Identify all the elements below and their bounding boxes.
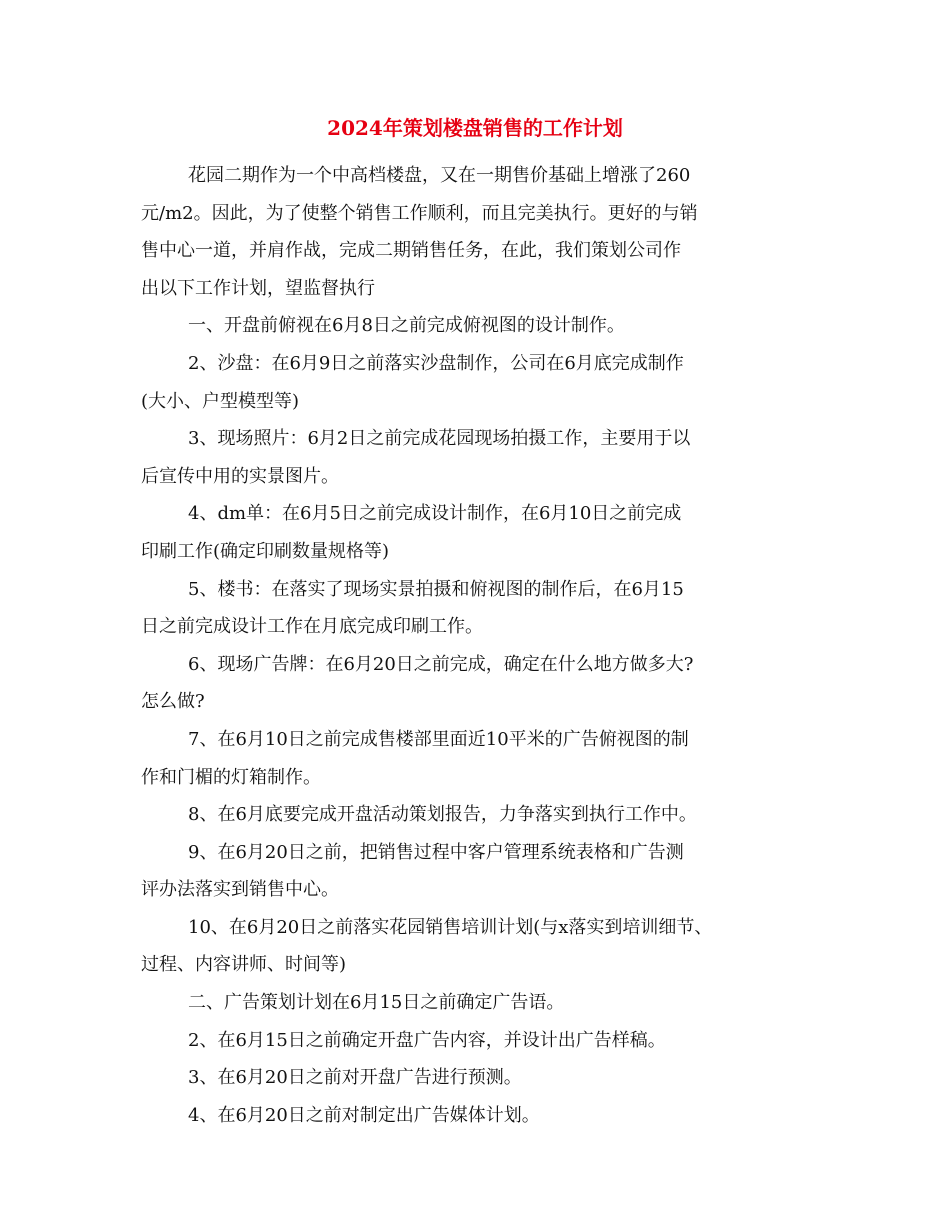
paragraph-line: 出以下工作计划，望监督执行	[141, 277, 375, 299]
paragraph-line: 作和门楣的灯箱制作。	[141, 766, 321, 788]
paragraph-line: 花园二期作为一个中高档楼盘，又在一期售价基础上增涨了260	[188, 165, 691, 186]
paragraph-line: 一、开盘前俯视在6月8日之前完成俯视图的设计制作。	[188, 315, 625, 337]
paragraph-line: 7、在6月10日之前完成售楼部里面近10平米的广告俯视图的制	[188, 728, 689, 750]
paragraph-line: 过程、内容讲师、时间等)	[141, 954, 347, 976]
paragraph-line: 日之前完成设计工作在月底完成印刷工作。	[141, 616, 483, 638]
paragraph-line: 怎么做?	[141, 691, 205, 713]
paragraph-line: 2、在6月15日之前确定开盘广告内容，并设计出广告样稿。	[188, 1029, 666, 1051]
paragraph-line: 5、楼书：在落实了现场实景拍摄和俯视图的制作后，在6月15	[188, 578, 684, 600]
paragraph-line: 售中心一道，并肩作战，完成二期销售任务，在此，我们策划公司作	[141, 240, 681, 262]
paragraph-line: 3、在6月20日之前对开盘广告进行预测。	[188, 1067, 522, 1089]
paragraph-line: (大小、户型模型等)	[141, 390, 300, 412]
paragraph-line: 2、沙盘：在6月9日之前落实沙盘制作，公司在6月底完成制作	[188, 352, 684, 374]
paragraph-line: 10、在6月20日之前落实花园销售培训计划(与x落实到培训细节、	[188, 916, 713, 938]
paragraph-line: 4、在6月20日之前对制定出广告媒体计划。	[188, 1104, 540, 1126]
paragraph-line: 6、现场广告牌：在6月20日之前完成，确定在什么地方做多大?	[188, 653, 694, 675]
document-body	[141, 157, 809, 1134]
paragraph-line: 元/m2。因此，为了使整个销售工作顺利，而且完美执行。更好的与销	[141, 202, 698, 224]
paragraph-line: 3、现场照片：6月2日之前完成花园现场拍摄工作，主要用于以	[188, 428, 691, 450]
paragraph-line: 印刷工作(确定印刷数量规格等)	[141, 540, 390, 562]
paragraph-line: 8、在6月底要完成开盘活动策划报告，力争落实到执行工作中。	[188, 804, 697, 826]
paragraph-line: 二、广告策划计划在6月15日之前确定广告语。	[188, 992, 565, 1014]
document-title: 2024年策划楼盘销售的工作计划	[327, 116, 623, 140]
paragraph-line: 9、在6月20日之前，把销售过程中客户管理系统表格和广告测	[188, 841, 684, 863]
paragraph-line: 4、dm单：在6月5日之前完成设计制作，在6月10日之前完成	[188, 503, 682, 525]
paragraph-line: 评办法落实到销售中心。	[141, 879, 339, 901]
paragraph-line: 后宣传中用的实景图片。	[141, 465, 339, 487]
